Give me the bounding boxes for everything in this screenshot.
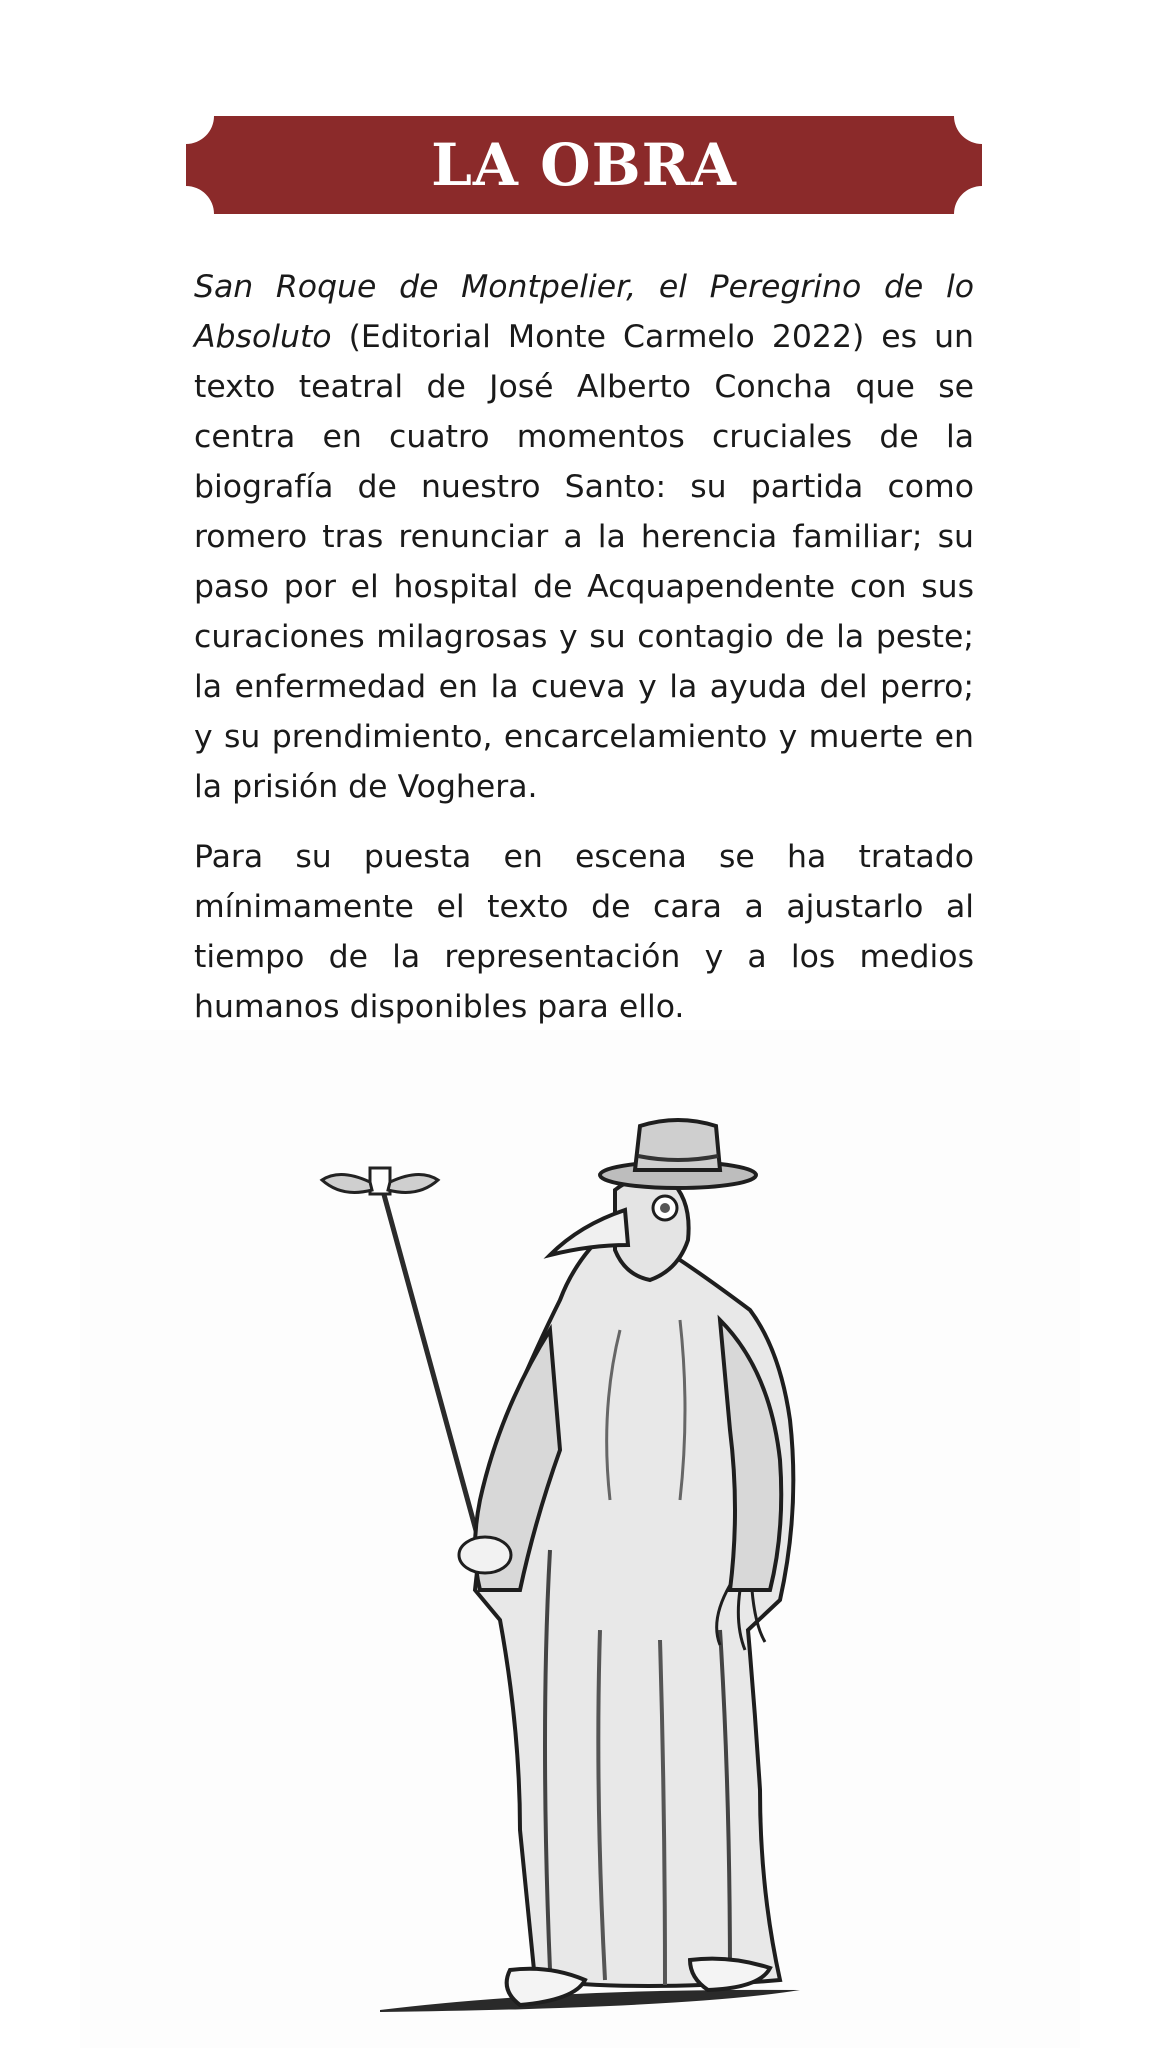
- paragraph-1: [194, 262, 974, 812]
- illustration-area: [80, 1030, 1080, 2048]
- plague-doctor-icon: [80, 1030, 1080, 2048]
- section-banner: [186, 116, 982, 214]
- paragraph-1-text: (Editorial Monte Carmelo 2022) es un texto teatral de José Alberto Concha que se centra en cuatro momentos cruciales de la biografía de nuestro Santo: su partida como romero tras renunciar a la herencia familiar; su paso por el hospital de Acquapendente con sus curaciones milagrosas y su contagio de la peste; la enfermedad en la cueva y la ayuda del perro; y su prendimiento, encarcelamiento y muerte en la prisión de Voghera.: [194, 319, 974, 805]
- article-body: [194, 262, 974, 1052]
- book-title: San Roque de Montpelier, el Peregrino de lo Absoluto: [194, 269, 974, 355]
- paragraph-2: Para su puesta en escena se ha tratado mínimamente el texto de cara a ajustarlo al tiempo de la representación y a los medios humanos disponibles para ello.: [194, 839, 974, 1025]
- page-title: LA OBRA: [431, 131, 737, 199]
